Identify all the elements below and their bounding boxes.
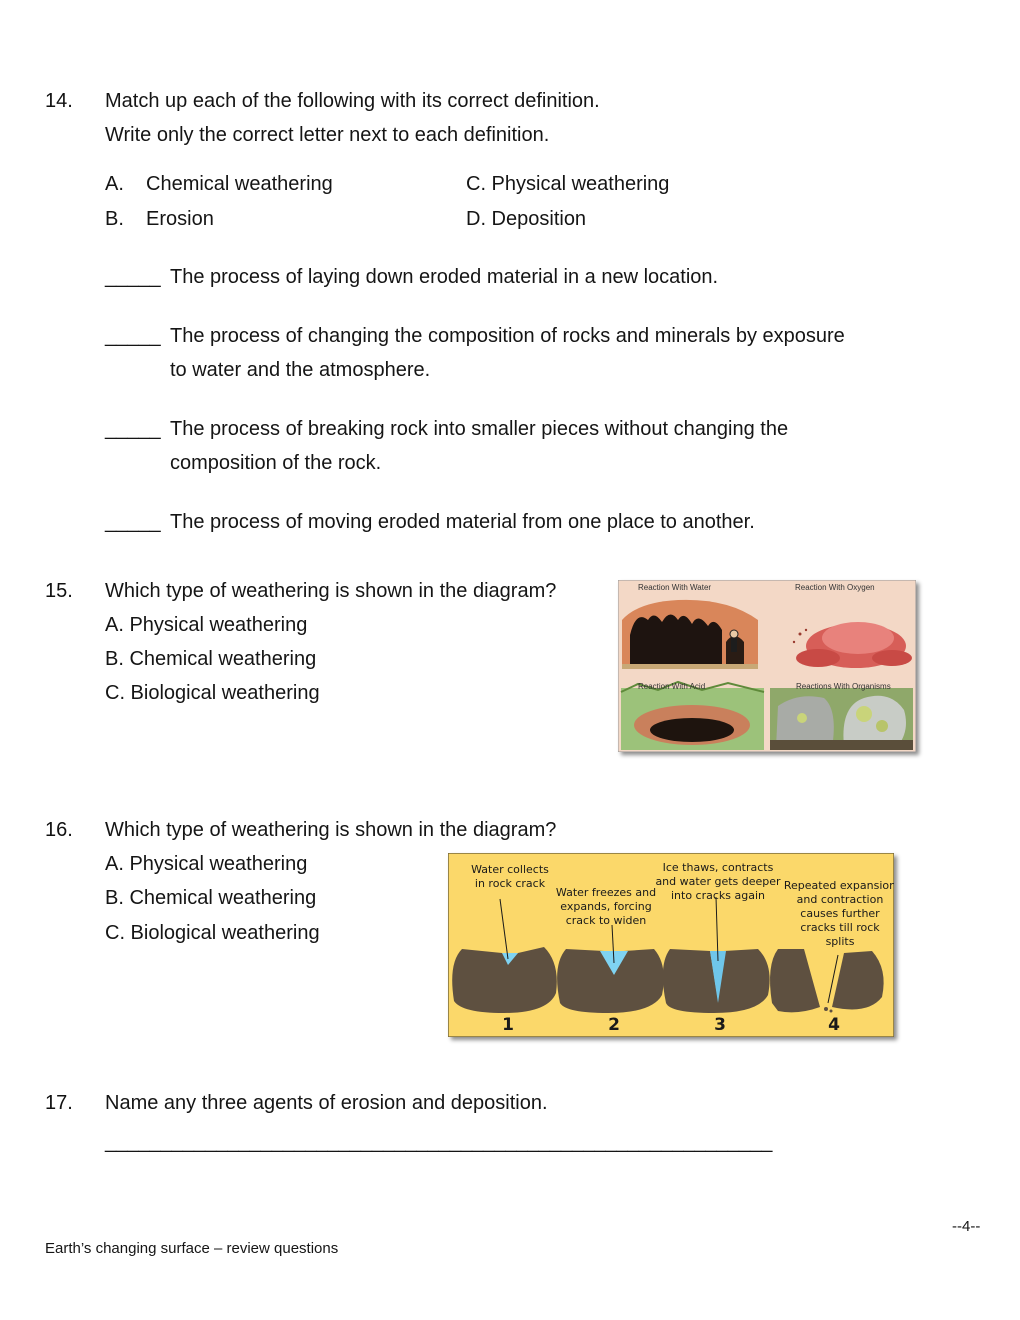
q14-blank-1[interactable]: _____ bbox=[105, 266, 161, 288]
step1-label-line1: Water collects bbox=[471, 863, 549, 876]
step4-label-line4: cracks till rock bbox=[800, 921, 880, 934]
step2-label-line1: Water freezes and bbox=[555, 886, 657, 899]
step3-label-line2: and water gets deeper bbox=[655, 875, 781, 888]
lichen-rocks-illustration bbox=[770, 688, 913, 750]
q14-definition-3-line1: The process of breaking rock into smaller pieces without changing the bbox=[170, 418, 789, 440]
q16-option-a[interactable]: A. Physical weathering bbox=[105, 853, 308, 875]
panel-label-acid: Reaction With Acid bbox=[638, 682, 706, 691]
q14-blank-3[interactable]: _____ bbox=[105, 418, 161, 440]
q14-option-d: D. Deposition bbox=[466, 208, 587, 230]
cave-illustration bbox=[622, 600, 758, 669]
q14-definition-4: The process of moving eroded material from one place to another. bbox=[170, 511, 755, 533]
q16-option-c[interactable]: C. Biological weathering bbox=[105, 922, 320, 944]
step3-label-line1: Ice thaws, contracts bbox=[662, 861, 774, 874]
step4-label-line3: causes further bbox=[800, 907, 880, 920]
q14-definition-2-line1: The process of changing the composition of rocks and minerals by exposure bbox=[170, 325, 845, 347]
step2-label-line3: crack to widen bbox=[565, 914, 647, 927]
panel-label-water: Reaction With Water bbox=[638, 583, 712, 592]
step-number-2: 2 bbox=[608, 1015, 620, 1035]
q15-question: Which type of weathering is shown in the diagram? bbox=[105, 580, 557, 602]
step4-label-line5: splits bbox=[825, 935, 855, 948]
q14-option-b-letter: B. bbox=[105, 208, 124, 230]
q14-instruction-line1: Match up each of the following with its correct definition. bbox=[105, 90, 600, 112]
q16-option-b[interactable]: B. Chemical weathering bbox=[105, 887, 317, 909]
step1-label-line2: in rock crack bbox=[474, 877, 546, 890]
step-number-3: 3 bbox=[714, 1015, 726, 1035]
q16-question: Which type of weathering is shown in the diagram? bbox=[105, 819, 557, 841]
sinkhole-illustration bbox=[621, 682, 764, 750]
q16-number: 16. bbox=[45, 819, 73, 841]
step-number-1: 1 bbox=[502, 1015, 514, 1035]
q15-option-b[interactable]: B. Chemical weathering bbox=[105, 648, 317, 670]
q15-option-a[interactable]: A. Physical weathering bbox=[105, 614, 308, 636]
q14-definition-1: The process of laying down eroded material in a new location. bbox=[170, 266, 719, 288]
q14-blank-2[interactable]: _____ bbox=[105, 325, 161, 347]
panel-label-organisms: Reactions With Organisms bbox=[796, 682, 891, 691]
q14-number: 14. bbox=[45, 90, 73, 112]
q15-option-c[interactable]: C. Biological weathering bbox=[105, 682, 320, 704]
step-number-4: 4 bbox=[828, 1015, 840, 1035]
q17-answer-line[interactable]: ____________________________________________________________ bbox=[105, 1131, 773, 1153]
footer-title: Earth’s changing surface – review questions bbox=[45, 1240, 339, 1257]
q15-number: 15. bbox=[45, 580, 73, 602]
step2-label-line2: expands, forcing bbox=[560, 900, 652, 913]
step4-label-line1: Repeated expansion bbox=[783, 879, 894, 892]
frost-wedging-diagram bbox=[448, 853, 894, 1037]
step4-label-line2: and contraction bbox=[796, 893, 884, 906]
q14-option-c: C. Physical weathering bbox=[466, 173, 670, 195]
q17-question: Name any three agents of erosion and deposition. bbox=[105, 1092, 548, 1114]
q14-option-a-text: Chemical weathering bbox=[146, 173, 333, 195]
q14-definition-3-line2: composition of the rock. bbox=[170, 452, 382, 474]
panel-label-oxygen: Reaction With Oxygen bbox=[795, 583, 875, 592]
q14-definition-2-line2: to water and the atmosphere. bbox=[170, 359, 431, 381]
q14-option-a-letter: A. bbox=[105, 173, 124, 195]
step3-label-line3: into cracks again bbox=[670, 889, 766, 902]
q14-blank-4[interactable]: _____ bbox=[105, 511, 161, 533]
chemical-weathering-diagram bbox=[618, 580, 916, 752]
page-number: --4-- bbox=[952, 1218, 981, 1235]
q14-instruction-line2: Write only the correct letter next to each definition. bbox=[105, 124, 550, 146]
q17-number: 17. bbox=[45, 1092, 73, 1114]
q14-option-b-text: Erosion bbox=[146, 208, 214, 230]
